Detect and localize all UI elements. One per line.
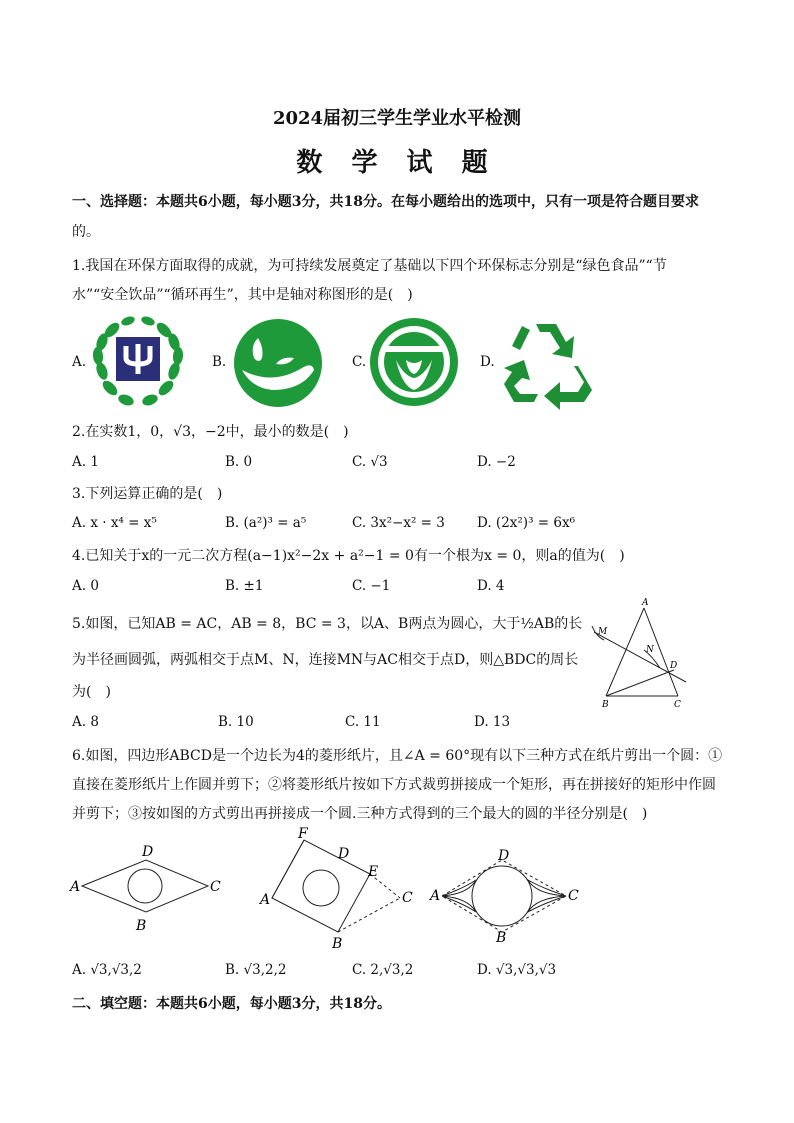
q5-text-cont: 为半径画圆弧，两弧相交于点M、N，连接MN与AC相交于点D，则△BDC的周长 bbox=[72, 652, 579, 668]
q2-option-d: D. −2 bbox=[477, 454, 516, 470]
q5-label-n: N bbox=[646, 645, 654, 655]
q5-text: 5.如图，已知AB = AC，AB = 8，BC = 3，以A、B两点为圆心，大于½AB的长 bbox=[72, 616, 583, 632]
q1-option-d: D. bbox=[480, 354, 495, 370]
q4-option-a: A. 0 bbox=[72, 578, 99, 594]
q6-f2-label-b: B bbox=[332, 936, 343, 952]
q6-rhombus-figure-3 bbox=[428, 850, 588, 944]
section1-heading-cont: 的。 bbox=[72, 224, 100, 240]
q4-option-b: B. ±1 bbox=[225, 578, 264, 594]
q6-option-a: A. √3,√3,2 bbox=[72, 962, 142, 978]
q6-f3-label-c: C bbox=[568, 888, 579, 904]
q6-f3-label-b: B bbox=[496, 930, 507, 946]
q6-text: 6.如图，四边形ABCD是一个边长为4的菱形纸片，且∠A = 60°现有以下三种方式在纸片剪出一个圆：① bbox=[72, 748, 723, 764]
q6-f2-label-d: D bbox=[338, 846, 350, 862]
q5-label-d: D bbox=[670, 661, 678, 671]
q6-rhombus-figure-2 bbox=[256, 826, 426, 954]
q3-option-a: A. x · x⁴ = x⁵ bbox=[72, 515, 157, 531]
q3-option-c: C. 3x²−x² = 3 bbox=[352, 515, 445, 531]
q6-option-b: B. √3,2,2 bbox=[225, 962, 287, 978]
recycle-logo-icon bbox=[500, 316, 598, 408]
exam-subtitle: 数 学 试 题 bbox=[296, 148, 498, 178]
q6-option-d: D. √3,√3,√3 bbox=[477, 962, 557, 978]
q6-f2-label-f: F bbox=[298, 826, 308, 842]
q6-f3-label-d: D bbox=[498, 848, 510, 864]
q2-option-b: B. 0 bbox=[225, 454, 253, 470]
q6-f1-label-c: C bbox=[210, 879, 221, 895]
q2-option-a: A. 1 bbox=[72, 454, 99, 470]
q6-rhombus-figure-1 bbox=[68, 840, 228, 936]
q3-option-b: B. (a²)³ = a⁵ bbox=[225, 515, 307, 531]
q6-f2-label-a: A bbox=[260, 892, 271, 908]
q5-label-m: M bbox=[598, 627, 608, 637]
q4-option-c: C. −1 bbox=[352, 578, 391, 594]
q1-option-b: B. bbox=[212, 354, 227, 370]
q5-option-b: B. 10 bbox=[218, 714, 254, 730]
q6-f1-label-b: B bbox=[136, 918, 147, 934]
q2-text: 2.在实数1，0，√3，−2中，最小的数是( ) bbox=[72, 424, 349, 440]
q6-text-cont2: 并剪下；③按如图的方式剪出再拼接成一个圆.三种方式得到的三个最大的圆的半径分别是( ) bbox=[72, 806, 648, 822]
q6-f3-label-a: A bbox=[430, 888, 441, 904]
section1-heading: 一、选择题：本题共6小题，每小题3分，共18分。在每小题给出的选项中，只有一项是符合题目要求 bbox=[72, 194, 699, 210]
q5-option-a: A. 8 bbox=[72, 714, 99, 730]
q3-option-d: D. (2x²)³ = 6x⁶ bbox=[477, 515, 575, 531]
q4-option-d: D. 4 bbox=[477, 578, 505, 594]
q1-text: 1.我国在环保方面取得的成就，为可持续发展奠定了基础以下四个环保标志分别是“绿色食品”“节 bbox=[72, 258, 667, 274]
q4-text: 4.已知关于x的一元二次方程(a−1)x²−2x + a²−1 = 0有一个根为x = 0，则a的值为( ) bbox=[72, 548, 625, 564]
q5-option-d: D. 13 bbox=[474, 714, 511, 730]
q5-label-b: B bbox=[602, 700, 609, 710]
q2-option-c: C. √3 bbox=[352, 454, 388, 470]
green-food-logo-icon bbox=[88, 316, 188, 408]
q6-f2-label-c: C bbox=[402, 890, 413, 906]
q5-label-a: A bbox=[642, 598, 649, 608]
q6-option-c: C. 2,√3,2 bbox=[352, 962, 414, 978]
safe-drink-logo-icon bbox=[368, 316, 460, 408]
q1-text-cont: 水”“安全饮品”“循环再生”，其中是轴对称图形的是( ) bbox=[72, 287, 413, 303]
q5-text-cont2: 为( ) bbox=[72, 684, 111, 700]
q6-f1-label-d: D bbox=[142, 844, 154, 860]
exam-title: 2024届初三学生学业水平检测 bbox=[272, 108, 522, 129]
q1-option-c: C. bbox=[352, 354, 367, 370]
q3-text: 3.下列运算正确的是( ) bbox=[72, 486, 223, 502]
section2-heading: 二、填空题：本题共6小题，每小题3分，共18分。 bbox=[72, 996, 391, 1012]
q6-f2-label-e: E bbox=[368, 864, 379, 880]
q1-option-a: A. bbox=[72, 354, 87, 370]
water-saving-logo-icon bbox=[232, 318, 324, 408]
q5-label-c: C bbox=[674, 700, 681, 710]
q6-text-cont: 直接在菱形纸片上作圆并剪下；②将菱形纸片按如下方式裁剪拼接成一个矩形，再在拼接好的矩形中作圆 bbox=[72, 777, 716, 793]
q6-f1-label-a: A bbox=[70, 879, 81, 895]
q5-option-c: C. 11 bbox=[345, 714, 381, 730]
q5-triangle-figure bbox=[582, 596, 694, 712]
